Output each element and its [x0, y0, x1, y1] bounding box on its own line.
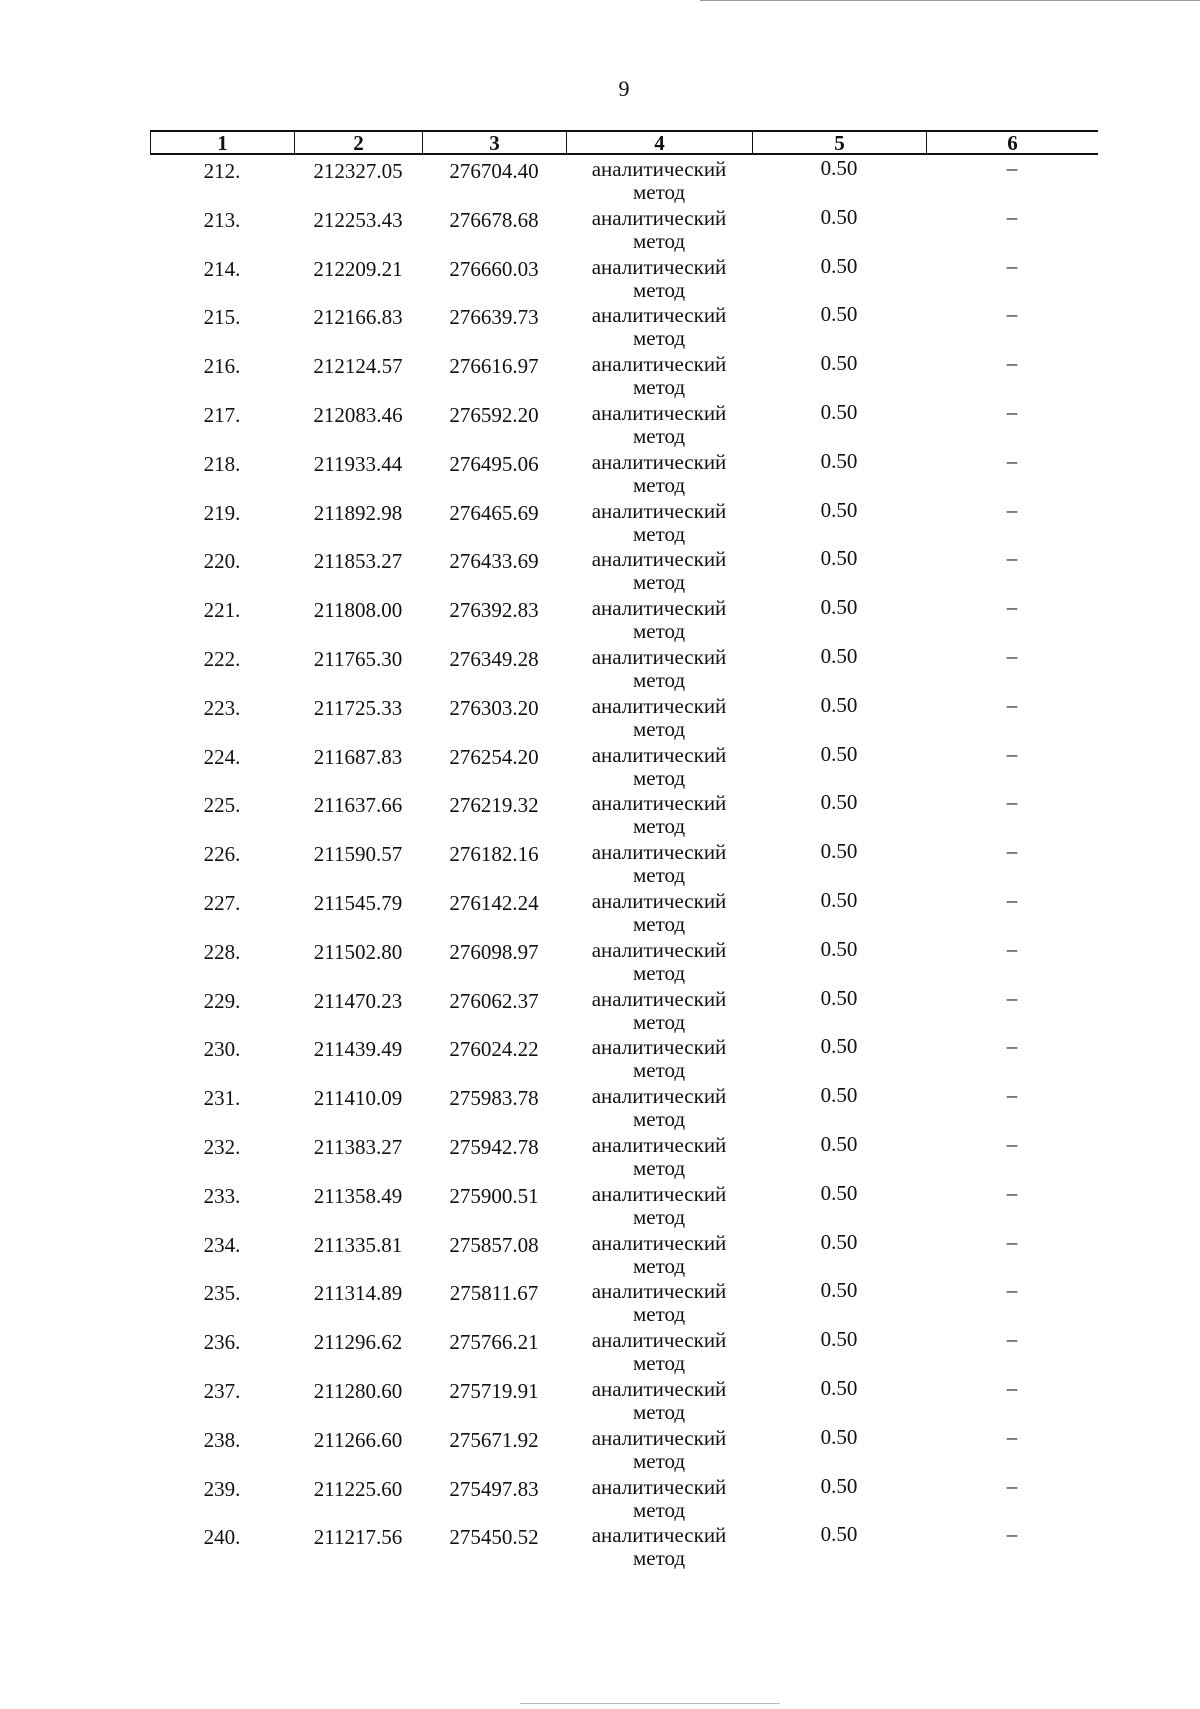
table-row — [0, 841, 1200, 890]
method-cell — [566, 500, 752, 546]
method-line-2: метод — [632, 1302, 686, 1327]
method-cell — [566, 890, 752, 936]
accuracy-value: 0.50 — [820, 985, 858, 1010]
coordinate-x: 211217.56 — [313, 1525, 403, 1550]
table-row — [0, 985, 1200, 1037]
method-line-1: аналитический — [591, 1474, 727, 1499]
method-line-2: метод — [632, 1351, 686, 1376]
coordinate-x: 211335.81 — [313, 1232, 403, 1257]
note-dash: – — [1006, 1473, 1018, 1498]
table-row — [0, 1229, 1200, 1281]
method-line-2: метод — [632, 1448, 686, 1473]
table-row — [0, 399, 1200, 451]
method-line-2: метод — [632, 180, 686, 204]
note-dash: – — [1006, 1229, 1018, 1254]
coordinate-y: 276433.69 — [449, 549, 539, 574]
method-line-2: метод — [632, 667, 686, 692]
method-cell — [566, 1085, 752, 1131]
method-line-1: аналитический — [591, 1132, 727, 1157]
note-dash: – — [1006, 1375, 1018, 1400]
method-cell — [566, 1183, 752, 1229]
note-dash: – — [1006, 790, 1018, 815]
coordinate-x: 211687.83 — [313, 744, 403, 769]
note-dash: – — [1006, 399, 1018, 424]
method-line-1: аналитический — [591, 693, 727, 718]
coordinate-x: 211383.27 — [313, 1134, 403, 1159]
coordinate-y: 276254.20 — [449, 744, 539, 769]
coordinate-y: 276219.32 — [449, 793, 539, 818]
method-cell — [566, 548, 752, 594]
note-dash: – — [1006, 1180, 1018, 1205]
note-dash: – — [1006, 643, 1018, 668]
method-line-1: аналитический — [591, 205, 727, 230]
method-cell — [566, 939, 752, 985]
method-cell — [566, 207, 752, 253]
method-line-2: метод — [632, 521, 686, 546]
method-cell — [566, 1378, 752, 1424]
coordinate-y: 276660.03 — [449, 256, 539, 281]
method-line-2: метод — [632, 619, 686, 644]
method-cell — [566, 1232, 752, 1278]
method-line-1: аналитический — [591, 547, 727, 572]
method-cell — [566, 1329, 752, 1375]
table-row — [0, 1473, 1200, 1525]
method-line-1: аналитический — [591, 1523, 727, 1548]
point-number: 240. — [203, 1525, 241, 1550]
point-number: 227. — [203, 890, 241, 915]
accuracy-value: 0.50 — [820, 1522, 858, 1547]
point-number: 233. — [203, 1183, 241, 1208]
point-number: 237. — [203, 1378, 241, 1403]
table-row — [0, 1424, 1200, 1476]
note-dash: – — [1006, 204, 1018, 229]
note-dash: – — [1006, 741, 1018, 766]
coordinate-y: 276392.83 — [449, 598, 539, 623]
method-line-1: аналитический — [591, 840, 727, 865]
accuracy-value: 0.50 — [820, 1473, 858, 1498]
method-line-2: метод — [632, 1009, 686, 1034]
method-line-2: метод — [632, 1546, 686, 1571]
accuracy-value: 0.50 — [820, 399, 858, 424]
method-cell — [566, 451, 752, 497]
method-line-2: метод — [632, 1107, 686, 1132]
note-dash: – — [1006, 595, 1018, 620]
accuracy-value: 0.50 — [820, 1083, 858, 1108]
table-row — [0, 1329, 1200, 1378]
coordinate-x: 211765.30 — [313, 646, 403, 671]
method-cell — [566, 1427, 752, 1473]
accuracy-value: 0.50 — [820, 448, 858, 473]
point-number: 232. — [203, 1134, 241, 1159]
accuracy-value: 0.50 — [820, 595, 858, 620]
method-line-1: аналитический — [591, 888, 727, 913]
note-dash: – — [1006, 936, 1018, 961]
table-row — [0, 1180, 1200, 1232]
table-row — [0, 204, 1200, 256]
method-line-2: метод — [632, 423, 686, 448]
method-cell — [566, 1036, 752, 1082]
coordinate-y: 275671.92 — [449, 1427, 539, 1452]
method-line-1: аналитический — [591, 1035, 727, 1060]
table-row — [0, 1375, 1200, 1427]
coordinate-x: 211470.23 — [313, 988, 403, 1013]
table-row — [0, 1085, 1200, 1134]
method-line-1: аналитический — [591, 1279, 727, 1304]
accuracy-value: 0.50 — [820, 497, 858, 522]
coordinate-x: 211725.33 — [313, 695, 403, 720]
method-line-1: аналитический — [591, 449, 727, 474]
note-dash: – — [1006, 546, 1018, 571]
point-number: 229. — [203, 988, 241, 1013]
table-row — [0, 497, 1200, 549]
table-row — [0, 353, 1200, 402]
coordinate-x: 211280.60 — [313, 1378, 403, 1403]
method-line-2: метод — [632, 326, 686, 351]
coordinate-y: 276704.40 — [449, 159, 539, 183]
point-number: 231. — [203, 1086, 241, 1111]
coordinate-y: 276495.06 — [449, 451, 539, 476]
point-number: 230. — [203, 1037, 241, 1062]
method-line-2: метод — [632, 228, 686, 253]
note-dash: – — [1006, 839, 1018, 864]
coordinate-y: 276024.22 — [449, 1037, 539, 1062]
note-dash: – — [1006, 1522, 1018, 1547]
note-dash: – — [1006, 985, 1018, 1010]
method-line-2: метод — [632, 814, 686, 839]
method-line-1: аналитический — [591, 596, 727, 621]
coordinate-x: 211314.89 — [313, 1281, 403, 1306]
coordinate-y: 275719.91 — [449, 1378, 539, 1403]
table-row — [0, 548, 1200, 597]
method-cell — [566, 402, 752, 448]
method-line-1: аналитический — [591, 400, 727, 425]
method-line-1: аналитический — [591, 1425, 727, 1450]
coordinate-y: 275942.78 — [449, 1134, 539, 1159]
method-cell — [566, 597, 752, 643]
accuracy-value: 0.50 — [820, 1278, 858, 1303]
coordinate-y: 275983.78 — [449, 1086, 539, 1111]
method-line-2: метод — [632, 1058, 686, 1083]
accuracy-value: 0.50 — [820, 1229, 858, 1254]
table-row — [0, 253, 1200, 305]
coordinate-x: 211410.09 — [313, 1086, 403, 1111]
method-line-1: аналитический — [591, 254, 727, 279]
coordinate-y: 275811.67 — [449, 1281, 539, 1306]
accuracy-value: 0.50 — [820, 936, 858, 961]
method-cell — [566, 158, 752, 204]
method-line-2: метод — [632, 472, 686, 497]
method-line-1: аналитический — [591, 303, 727, 328]
table-header — [150, 130, 1098, 155]
coordinate-x: 211545.79 — [313, 890, 403, 915]
method-cell — [566, 304, 752, 350]
method-line-2: метод — [632, 765, 686, 790]
method-cell — [566, 256, 752, 302]
coordinate-y: 276678.68 — [449, 207, 539, 232]
note-dash: – — [1006, 1083, 1018, 1108]
accuracy-value: 0.50 — [820, 253, 858, 278]
coordinate-y: 275900.51 — [449, 1183, 539, 1208]
coordinate-x: 211933.44 — [313, 451, 403, 476]
note-dash: – — [1006, 1131, 1018, 1156]
point-number: 217. — [203, 402, 241, 427]
accuracy-value: 0.50 — [820, 351, 858, 376]
point-number: 228. — [203, 939, 241, 964]
method-line-1: аналитический — [591, 644, 727, 669]
point-number: 234. — [203, 1232, 241, 1257]
coordinate-y: 275450.52 — [449, 1525, 539, 1550]
coordinate-x: 211358.49 — [313, 1183, 403, 1208]
point-number: 224. — [203, 744, 241, 769]
coordinate-y: 276182.16 — [449, 842, 539, 867]
table-row — [0, 1280, 1200, 1329]
point-number: 218. — [203, 451, 241, 476]
table-row — [0, 448, 1200, 500]
table-row — [0, 792, 1200, 841]
coordinate-y: 275497.83 — [449, 1476, 539, 1501]
table-row — [0, 936, 1200, 988]
accuracy-value: 0.50 — [820, 790, 858, 815]
coordinate-x: 211225.60 — [313, 1476, 403, 1501]
accuracy-value: 0.50 — [820, 156, 858, 180]
note-dash: – — [1006, 1278, 1018, 1303]
table-row — [0, 158, 1200, 207]
column-header-6: 6 — [1007, 131, 1018, 155]
column-header-1: 1 — [151, 132, 295, 153]
accuracy-value: 0.50 — [820, 692, 858, 717]
method-line-2: метод — [632, 960, 686, 985]
accuracy-value: 0.50 — [820, 643, 858, 668]
point-number: 222. — [203, 646, 241, 671]
coordinate-x: 212166.83 — [313, 305, 403, 330]
method-cell — [566, 1524, 752, 1570]
accuracy-value: 0.50 — [820, 1424, 858, 1449]
method-line-2: метод — [632, 570, 686, 595]
point-number: 226. — [203, 842, 241, 867]
coordinate-x: 211502.80 — [313, 939, 403, 964]
point-number: 215. — [203, 305, 241, 330]
method-line-2: метод — [632, 1399, 686, 1424]
method-line-1: аналитический — [591, 742, 727, 767]
note-dash: – — [1006, 1327, 1018, 1352]
coordinate-y: 276303.20 — [449, 695, 539, 720]
point-number: 221. — [203, 598, 241, 623]
coordinate-x: 211853.27 — [313, 549, 403, 574]
column-header-2: 2 — [295, 132, 423, 153]
coordinate-y: 276142.24 — [449, 890, 539, 915]
accuracy-value: 0.50 — [820, 302, 858, 327]
method-line-2: метод — [632, 911, 686, 936]
method-line-1: аналитический — [591, 1084, 727, 1109]
coordinate-x: 212124.57 — [313, 354, 403, 379]
column-header-3: 3 — [423, 132, 567, 153]
point-number: 235. — [203, 1281, 241, 1306]
method-cell — [566, 353, 752, 399]
page-number: 9 — [618, 76, 630, 101]
column-header-4: 4 — [567, 132, 753, 153]
note-dash: – — [1006, 887, 1018, 912]
coordinate-y: 275766.21 — [449, 1330, 539, 1355]
accuracy-value: 0.50 — [820, 204, 858, 229]
accuracy-value: 0.50 — [820, 1131, 858, 1156]
coordinate-x: 212209.21 — [313, 256, 403, 281]
point-number: 220. — [203, 549, 241, 574]
coordinate-x: 211808.00 — [313, 598, 403, 623]
table-row — [0, 1036, 1200, 1085]
method-line-2: метод — [632, 1155, 686, 1180]
accuracy-value: 0.50 — [820, 839, 858, 864]
coordinate-x: 211637.66 — [313, 793, 403, 818]
coordinate-y: 276349.28 — [449, 646, 539, 671]
method-cell — [566, 744, 752, 790]
note-dash: – — [1006, 1034, 1018, 1059]
note-dash: – — [1006, 1424, 1018, 1449]
table-row — [0, 1524, 1200, 1573]
accuracy-value: 0.50 — [820, 1375, 858, 1400]
note-dash: – — [1006, 351, 1018, 376]
point-number: 216. — [203, 354, 241, 379]
coordinate-y: 276592.20 — [449, 402, 539, 427]
point-number: 213. — [203, 207, 241, 232]
coordinate-x: 211296.62 — [313, 1330, 403, 1355]
method-line-2: метод — [632, 375, 686, 400]
coordinate-y: 275857.08 — [449, 1232, 539, 1257]
method-line-2: метод — [632, 716, 686, 741]
coordinate-x: 211892.98 — [313, 500, 403, 525]
note-dash: – — [1006, 692, 1018, 717]
accuracy-value: 0.50 — [820, 1180, 858, 1205]
point-number: 239. — [203, 1476, 241, 1501]
coordinate-x: 212083.46 — [313, 402, 403, 427]
note-dash: – — [1006, 302, 1018, 327]
table-body — [0, 158, 1200, 1573]
coordinate-x: 211439.49 — [313, 1037, 403, 1062]
coordinate-x: 212253.43 — [313, 207, 403, 232]
coordinate-y: 276062.37 — [449, 988, 539, 1013]
accuracy-value: 0.50 — [820, 741, 858, 766]
note-dash: – — [1006, 253, 1018, 278]
table-row — [0, 692, 1200, 744]
point-number: 225. — [203, 793, 241, 818]
coordinate-x: 211590.57 — [313, 842, 403, 867]
coordinate-y: 276616.97 — [449, 354, 539, 379]
note-dash: – — [1006, 448, 1018, 473]
accuracy-value: 0.50 — [820, 546, 858, 571]
method-cell — [566, 1134, 752, 1180]
table-row — [0, 741, 1200, 793]
method-cell — [566, 841, 752, 887]
bottom-edge-rule — [520, 1703, 780, 1704]
point-number: 212. — [203, 159, 241, 183]
accuracy-value: 0.50 — [820, 1034, 858, 1059]
coordinate-x: 211266.60 — [313, 1427, 403, 1452]
top-edge-rule — [700, 0, 1200, 1]
method-line-1: аналитический — [591, 352, 727, 377]
note-dash: – — [1006, 156, 1018, 180]
point-number: 236. — [203, 1330, 241, 1355]
method-line-2: метод — [632, 863, 686, 888]
method-line-1: аналитический — [591, 937, 727, 962]
method-line-2: метод — [632, 1204, 686, 1229]
method-line-2: метод — [632, 277, 686, 302]
method-cell — [566, 695, 752, 741]
method-cell — [566, 792, 752, 838]
method-cell — [566, 646, 752, 692]
note-dash: – — [1006, 497, 1018, 522]
point-number: 223. — [203, 695, 241, 720]
accuracy-value: 0.50 — [820, 887, 858, 912]
table-row — [0, 304, 1200, 353]
coordinate-y: 276639.73 — [449, 305, 539, 330]
table-row — [0, 887, 1200, 939]
point-number: 214. — [203, 256, 241, 281]
coordinate-y: 276465.69 — [449, 500, 539, 525]
method-line-1: аналитический — [591, 157, 727, 181]
method-line-1: аналитический — [591, 1328, 727, 1353]
method-line-1: аналитический — [591, 1230, 727, 1255]
table-row — [0, 597, 1200, 646]
point-number: 238. — [203, 1427, 241, 1452]
method-line-1: аналитический — [591, 791, 727, 816]
method-cell — [566, 1280, 752, 1326]
point-number: 219. — [203, 500, 241, 525]
coordinate-y: 276098.97 — [449, 939, 539, 964]
method-cell — [566, 1476, 752, 1522]
method-line-1: аналитический — [591, 1181, 727, 1206]
method-cell — [566, 988, 752, 1034]
method-line-1: аналитический — [591, 1376, 727, 1401]
method-line-2: метод — [632, 1497, 686, 1522]
table-row — [0, 643, 1200, 695]
table-row — [0, 1131, 1200, 1183]
method-line-1: аналитический — [591, 986, 727, 1011]
method-line-1: аналитический — [591, 498, 727, 523]
column-header-5: 5 — [753, 132, 927, 153]
accuracy-value: 0.50 — [820, 1327, 858, 1352]
method-line-2: метод — [632, 1253, 686, 1278]
coordinate-x: 212327.05 — [313, 159, 403, 183]
